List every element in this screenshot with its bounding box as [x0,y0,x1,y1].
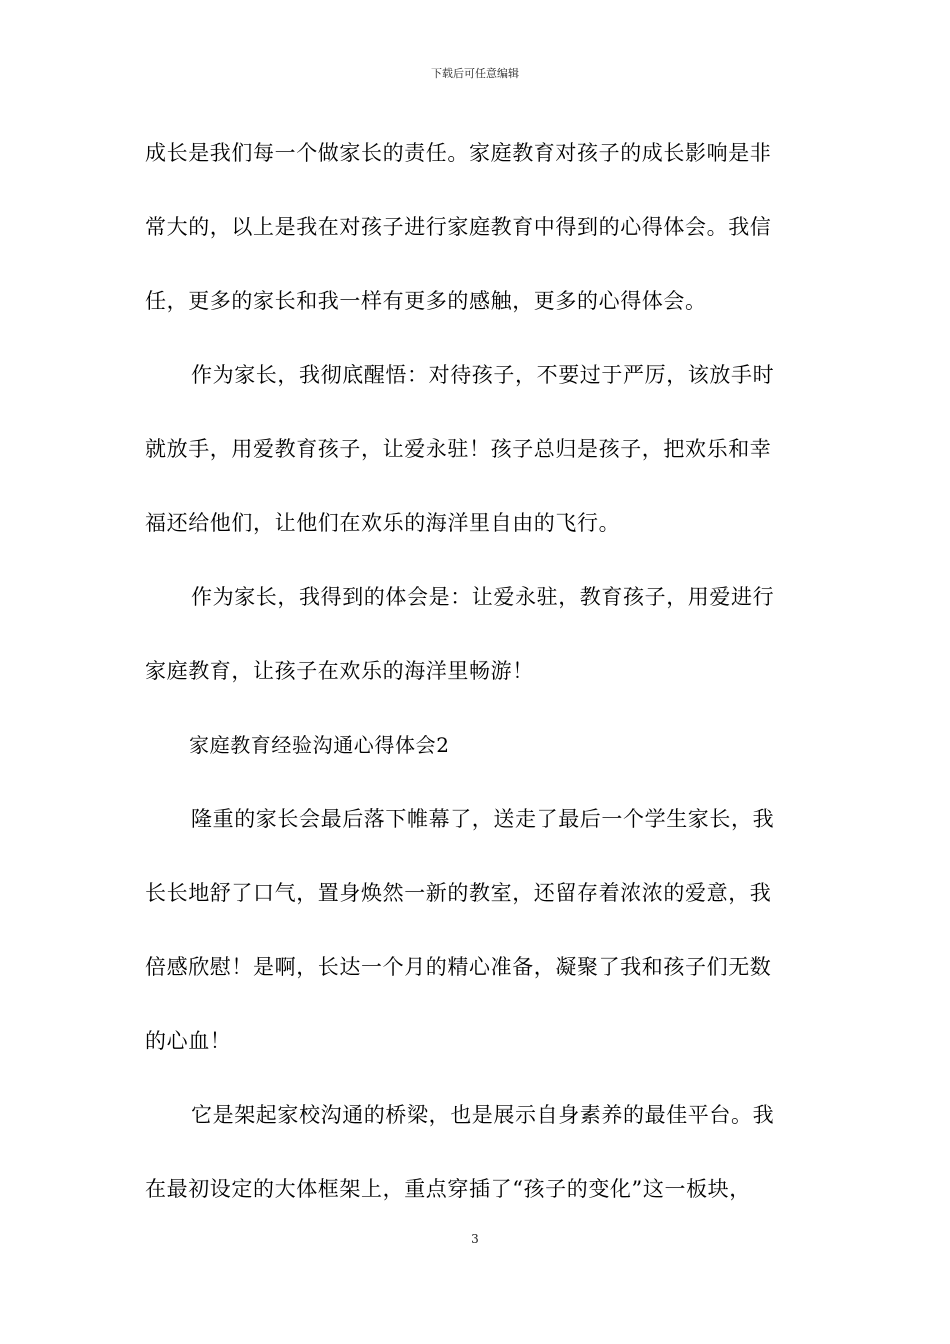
text-line: 成长是我们每一个做家长的责任。家庭教育对孩子的成长影响是非 [145,141,772,165]
text-line: 倍感欣慰！是啊，长达一个月的精心准备，凝聚了我和孩子们无数 [145,955,772,979]
text-line: 家庭教育，让孩子在欢乐的海洋里畅游！ [145,659,534,683]
header-note: 下载后可任意编辑 [431,67,519,80]
paragraph-first-line: 作为家长，我得到的体会是：让爱永驻，教育孩子，用爱进行 [191,585,775,609]
text-line: 在最初设定的大体框架上，重点穿插了“孩子的变化”这一板块， [145,1177,751,1201]
section-heading: 家庭教育经验沟通心得体会2 [189,733,450,757]
text-line: 任，更多的家长和我一样有更多的感触，更多的心得体会。 [145,289,707,313]
text-line: 常大的，以上是我在对孩子进行家庭教育中得到的心得体会。我信 [145,215,772,239]
text-line: 的心血！ [145,1029,232,1053]
text-line: 长长地舒了口气，置身焕然一新的教室，还留存着浓浓的爱意，我 [145,881,772,905]
paragraph-first-line: 它是架起家校沟通的桥梁，也是展示自身素养的最佳平台。我 [191,1103,775,1127]
text-line: 就放手，用爱教育孩子，让爱永驻！孩子总归是孩子，把欢乐和幸 [145,437,772,461]
text-line: 福还给他们，让他们在欢乐的海洋里自由的飞行。 [145,511,621,535]
paragraph-first-line: 隆重的家长会最后落下帷幕了，送走了最后一个学生家长，我 [191,807,775,831]
page-number: 3 [471,1232,479,1246]
body-text [145,131,815,1241]
paragraph-first-line: 作为家长，我彻底醒悟：对待孩子，不要过于严厉，该放手时 [191,363,775,387]
